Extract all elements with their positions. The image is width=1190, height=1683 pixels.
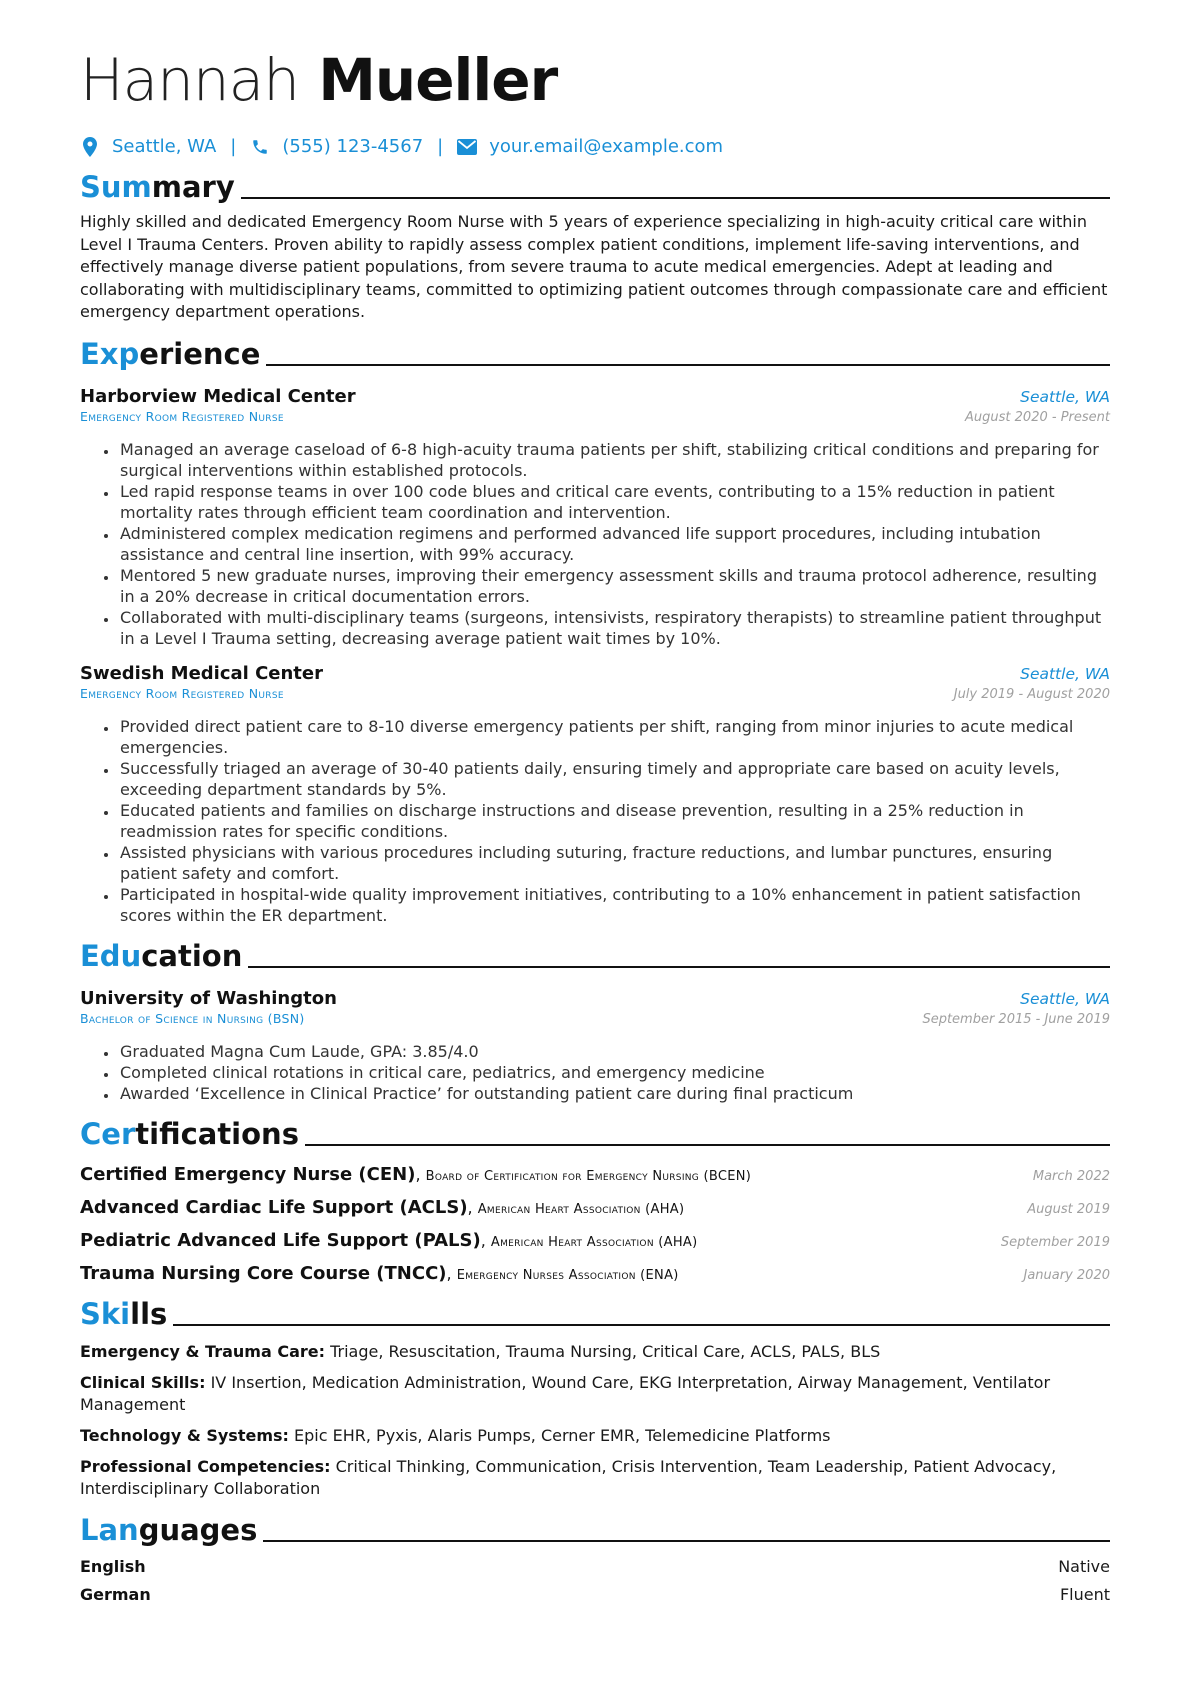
skill-label: Professional Competencies:	[80, 1456, 331, 1476]
envelope-icon	[457, 137, 477, 157]
cert-issuer: Emergency Nurses Association (ENA)	[456, 1267, 679, 1283]
section-rule	[241, 197, 1110, 199]
cert-date: March 2022	[1032, 1168, 1110, 1184]
cert-date: January 2020	[1023, 1267, 1110, 1283]
section-rule	[305, 1144, 1110, 1146]
title-rest: guages	[138, 1512, 258, 1547]
section-rule	[248, 966, 1110, 968]
cert-name: Advanced Cardiac Life Support (ACLS)	[80, 1196, 468, 1218]
title-rest: tifications	[135, 1116, 299, 1151]
section-rule	[173, 1324, 1110, 1326]
bullet-list	[80, 439, 1110, 649]
skill-value: Epic EHR, Pyxis, Alaris Pumps, Cerner EMR, Telemedicine Platforms	[294, 1425, 831, 1445]
email-link[interactable]: your.email@example.com	[489, 136, 724, 157]
title-accent: Edu	[80, 938, 142, 973]
bullet-item: • Mentored 5 new graduate nurses, improving their emergency assessment skills and trauma protocol adherence, resulting in a 20% decrease in critical documentation errors.	[118, 565, 1110, 607]
experience-header	[80, 336, 1110, 372]
language-name: English	[80, 1556, 146, 1576]
skills-header	[80, 1296, 1110, 1332]
languages-header	[80, 1512, 1110, 1548]
phone-text[interactable]: (555) 123-4567	[282, 136, 424, 157]
contact-bar	[80, 136, 1110, 157]
summary-text: Highly skilled and dedicated Emergency Room Nurse with 5 years of experience specializing in high-acuity critical care within Level I Trauma Centers. Proven ability to rapidly assess complex patient conditions, implement life-saving interventions, and effectively manage diverse patient populations, from severe trauma to acute medical emergencies. Adept at leading and collaborating with multidisciplinary teams, committed to optimizing patient outcomes through compassionate care and efficient emergency department operations.	[80, 212, 1108, 321]
title-accent: Ski	[80, 1296, 131, 1331]
cert-issuer: Board of Certification for Emergency Nursing (BCEN)	[425, 1168, 752, 1184]
skill-row	[80, 1341, 1110, 1363]
cert-name: Certified Emergency Nurse (CEN)	[80, 1163, 416, 1185]
section-title-experience	[80, 336, 260, 372]
contact-location	[80, 136, 216, 157]
experience-entry	[80, 386, 1110, 649]
skill-value: Triage, Resuscitation, Trauma Nursing, Critical Care, ACLS, PALS, BLS	[330, 1341, 881, 1361]
certification-item: Certified Emergency Nurse (CEN), Board of Certification for Emergency Nursing (BCEN) March 2022	[80, 1163, 1110, 1185]
experience-entry	[80, 663, 1110, 926]
section-title-certifications	[80, 1116, 299, 1152]
language-row	[80, 1557, 1110, 1576]
cert-date: September 2019	[1000, 1234, 1110, 1250]
job-title: Emergency Room Registered Nurse	[80, 408, 284, 424]
section-title-summary	[80, 169, 235, 205]
entry-date: August 2020 - Present	[965, 409, 1110, 425]
skill-row	[80, 1372, 1110, 1416]
section-title-skills	[80, 1296, 167, 1332]
title-rest: erience	[139, 336, 261, 371]
language-row	[80, 1585, 1110, 1604]
candidate-name	[80, 40, 1110, 120]
employer-name: Swedish Medical Center	[80, 662, 323, 684]
skill-row	[80, 1425, 1110, 1447]
skill-row	[80, 1456, 1110, 1500]
title-accent: Lan	[80, 1512, 139, 1547]
entry-location: Seattle, WA	[1020, 664, 1110, 683]
title-rest: mary	[151, 170, 235, 204]
bullet-item: • Educated patients and families on discharge instructions and disease prevention, resulting in a 25% reduction in readmission rates for specific conditions.	[118, 800, 1110, 842]
bullet-item: • Awarded ‘Excellence in Clinical Practice’ for outstanding patient care during final practicum	[118, 1083, 1110, 1104]
cert-name: Pediatric Advanced Life Support (PALS)	[80, 1229, 481, 1251]
bullet-item: • Managed an average caseload of 6-8 high-acuity trauma patients per shift, stabilizing critical conditions and preparing for surgical interventions within established protocols.	[118, 439, 1110, 481]
cert-date: August 2019	[1027, 1201, 1110, 1217]
title-rest: cation	[141, 938, 243, 973]
bullet-list	[80, 1041, 1110, 1104]
bullet-item: • Led rapid response teams in over 100 code blues and critical care events, contributing to a 15% reduction in patient mortality rates through efficient team coordination and intervention.	[118, 481, 1110, 523]
summary-header	[80, 169, 1110, 205]
bullet-item: • Assisted physicians with various procedures including suturing, fracture reductions, and lumbar punctures, ensuring patient safety and comfort.	[118, 842, 1110, 884]
job-title: Emergency Room Registered Nurse	[80, 685, 284, 701]
bullet-list	[80, 716, 1110, 926]
title-rest: lls	[130, 1296, 168, 1331]
education-entry	[80, 988, 1110, 1104]
title-accent: Sum	[80, 170, 152, 204]
bullet-item: • Completed clinical rotations in critical care, pediatrics, and emergency medicine	[118, 1062, 1110, 1083]
skill-value: IV Insertion, Medication Administration, Wound Care, EKG Interpretation, Airway Management, Ventilator Management	[80, 1372, 1051, 1414]
bullet-item: • Administered complex medication regimens and performed advanced life support procedures, including intubation assistance and central line insertion, with 99% accuracy.	[118, 523, 1110, 565]
contact-email[interactable]	[457, 136, 723, 157]
entry-location: Seattle, WA	[1020, 387, 1110, 406]
skill-label: Technology & Systems:	[80, 1425, 289, 1445]
bullet-item: • Participated in hospital-wide quality improvement initiatives, contributing to a 10% enhancement in patient satisfaction scores within the ER department.	[118, 884, 1110, 926]
cert-issuer: American Heart Association (AHA)	[477, 1201, 685, 1217]
entry-location: Seattle, WA	[1020, 989, 1110, 1008]
section-title-education	[80, 938, 242, 974]
phone-icon	[250, 137, 270, 157]
skill-label: Clinical Skills:	[80, 1372, 206, 1392]
certifications-header	[80, 1116, 1110, 1152]
last-name: Mueller	[318, 46, 558, 114]
certification-item: Advanced Cardiac Life Support (ACLS), American Heart Association (AHA) August 2019	[80, 1196, 1110, 1218]
location-text: Seattle, WA	[112, 136, 217, 157]
education-header	[80, 938, 1110, 974]
contact-phone[interactable]	[250, 136, 423, 157]
certification-item: Pediatric Advanced Life Support (PALS), American Heart Association (AHA) September 2019	[80, 1229, 1110, 1251]
language-name: German	[80, 1584, 151, 1604]
degree: Bachelor of Science in Nursing (BSN)	[80, 1010, 305, 1026]
cert-issuer: American Heart Association (AHA)	[490, 1234, 698, 1250]
first-name: Hannah	[80, 46, 299, 114]
certification-item: Trauma Nursing Core Course (TNCC), Emergency Nurses Association (ENA) January 2020	[80, 1262, 1110, 1284]
skill-label: Emergency & Trauma Care:	[80, 1341, 325, 1361]
bullet-item: • Graduated Magna Cum Laude, GPA: 3.85/4.0	[118, 1041, 1110, 1062]
section-rule	[263, 1540, 1110, 1542]
skill-value: Critical Thinking, Communication, Crisis Intervention, Team Leadership, Patient Advocacy, Interdisciplinary Collaboration	[80, 1456, 1057, 1498]
map-pin-icon	[80, 137, 100, 157]
bullet-item: • Successfully triaged an average of 30-40 patients daily, ensuring timely and appropriate care based on acuity levels, exceeding department standards by 5%.	[118, 758, 1110, 800]
employer-name: Harborview Medical Center	[80, 385, 356, 407]
bullet-item: • Provided direct patient care to 8-10 diverse emergency patients per shift, ranging from minor injuries to acute medical emergencies.	[118, 716, 1110, 758]
bullet-item: • Collaborated with multi-disciplinary teams (surgeons, intensivists, respiratory therapists) to streamline patient throughput in a Level I Trauma setting, decreasing average patient wait times by 10%.	[118, 607, 1110, 649]
contact-separator: |	[230, 136, 237, 157]
entry-date: July 2019 - August 2020	[953, 686, 1110, 702]
cert-name: Trauma Nursing Core Course (TNCC)	[80, 1262, 447, 1284]
school-name: University of Washington	[80, 987, 337, 1009]
section-title-languages	[80, 1512, 257, 1548]
contact-separator: |	[437, 136, 444, 157]
title-accent: Cer	[80, 1116, 136, 1151]
section-rule	[266, 364, 1110, 366]
entry-date: September 2015 - June 2019	[922, 1011, 1110, 1027]
title-accent: Exp	[80, 336, 140, 371]
language-level: Native	[1058, 1556, 1110, 1576]
language-level: Fluent	[1059, 1584, 1110, 1604]
